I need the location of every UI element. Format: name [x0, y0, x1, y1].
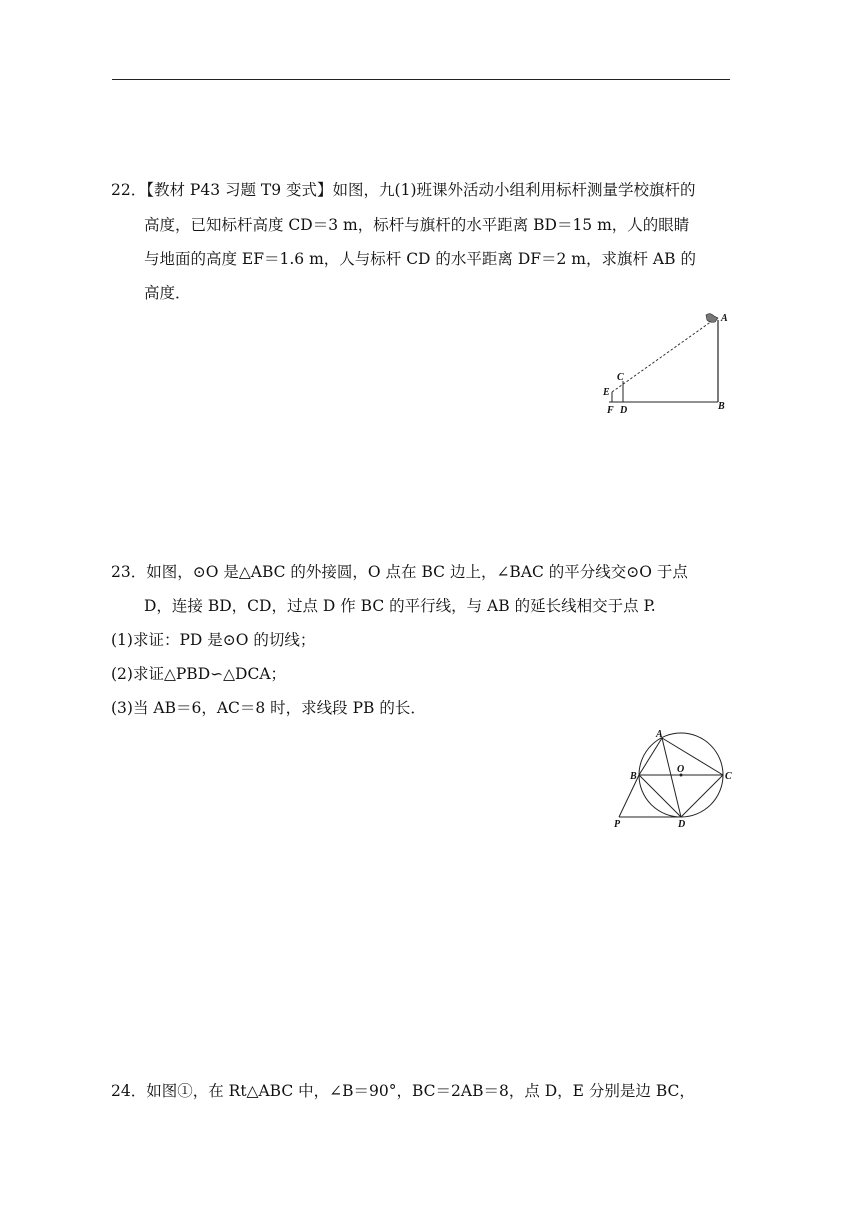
q22-figure [596, 306, 736, 418]
label-a: A [656, 729, 663, 740]
q23-part-1: (1)求证：PD 是⊙O 的切线； [111, 631, 316, 649]
q23-part-3: (3)当 AB＝6，AC＝8 时，求线段 PB 的长． [111, 699, 426, 717]
q23-figure [605, 728, 745, 830]
label-e: E [603, 387, 610, 398]
q23-line-2: D，连接 BD，CD，过点 D 作 BC 的平行线，与 AB 的延长线相交于点 P. [144, 597, 656, 615]
q22-line-3: 与地面的高度 EF＝1.6 m，人与标杆 CD 的水平距离 DF＝2 m，求旗杆 AB 的 [144, 250, 696, 268]
label-f: F [607, 405, 614, 416]
label-a: A [721, 313, 728, 324]
sight-line [612, 321, 712, 392]
flag-icon [706, 314, 718, 323]
label-d: D [620, 405, 628, 416]
q22-line-4: 高度． [144, 284, 191, 302]
q23-part-2: (2)求证△PBD∽△DCA； [111, 665, 287, 683]
label-b: B [718, 401, 725, 412]
q22-line-2: 高度，已知标杆高度 CD＝3 m，标杆与旗杆的水平距离 BD＝15 m，人的眼睛 [144, 216, 690, 234]
label-d: D [678, 819, 686, 830]
header-rule [112, 79, 730, 80]
q23-line-1: 23．如图，⊙O 是△ABC 的外接圆，O 点在 BC 边上，∠BAC 的平分线交⊙O 于点 [111, 563, 688, 581]
q22-line-1: 22．【教材 P43 习题 T9 变式】如图，九(1)班课外活动小组利用标杆测量学校旗杆的 [111, 181, 696, 199]
label-p: P [614, 819, 621, 830]
label-c: C [617, 372, 624, 383]
label-o: O [677, 764, 685, 775]
label-c: C [725, 771, 732, 782]
q24-line-1: 24．如图①，在 Rt△ABC 中，∠B＝90°，BC＝2AB＝8，点 D，E 分别是边 BC， [111, 1082, 695, 1100]
label-b: B [630, 771, 637, 782]
